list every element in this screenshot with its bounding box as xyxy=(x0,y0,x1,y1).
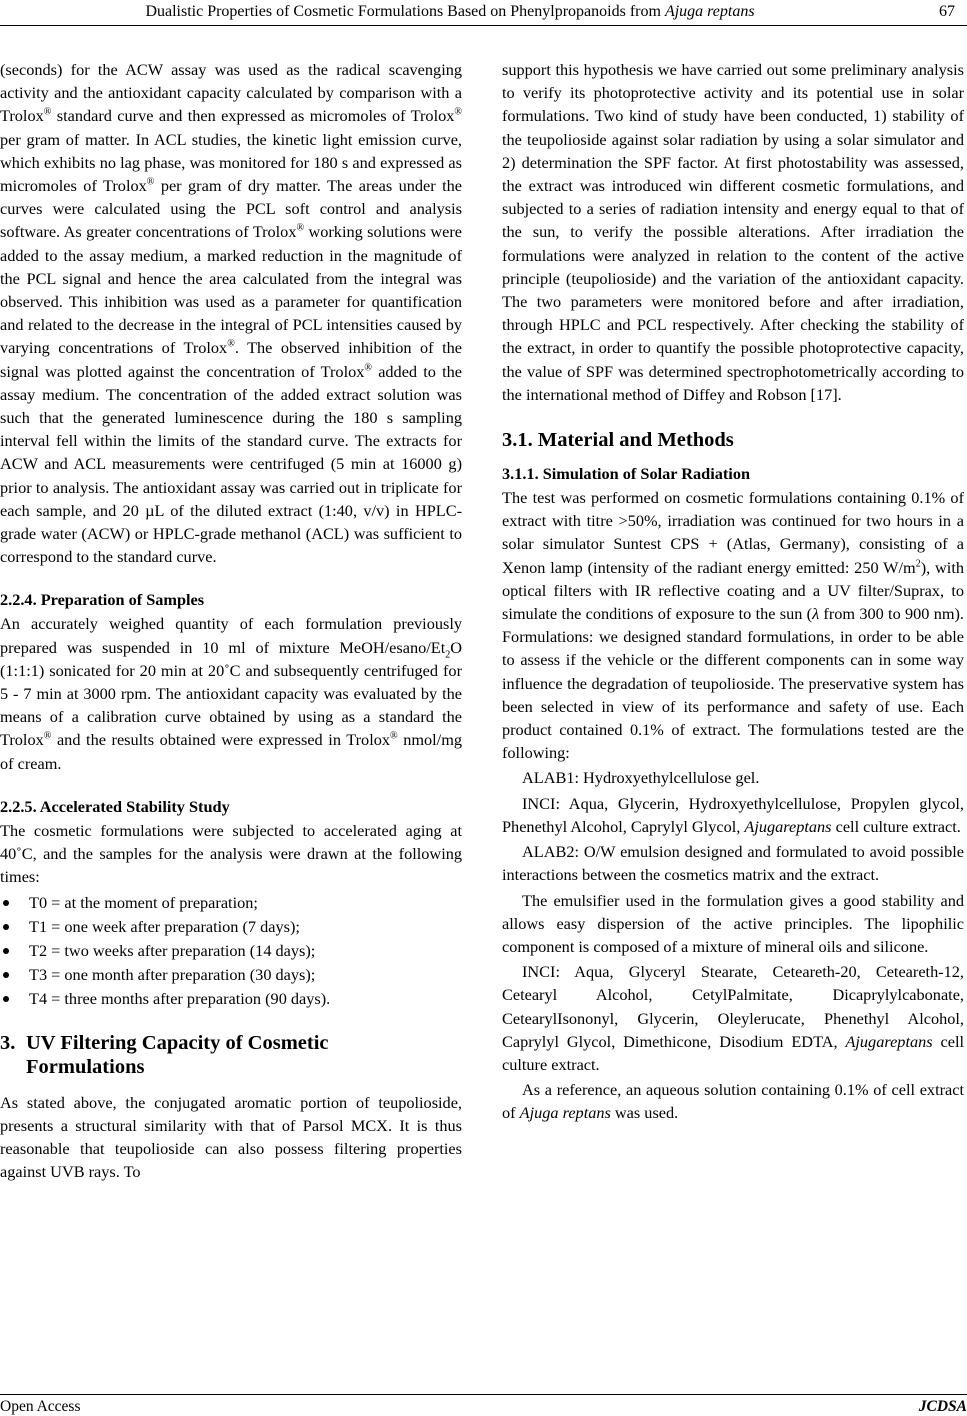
heading-2-2-4: 2.2.4. Preparation of Samples xyxy=(0,590,205,610)
registered-mark: ® xyxy=(296,223,305,234)
text: O (1:1:1) sonicated for 20 min at 20˚C and subsequently centrifuged for 5 - 7 min at 3000 rpm. The antioxidant capacity was evaluated by the means of a calibration curve obtained by using as a standard the Trolox xyxy=(0,637,462,750)
species-name: Ajugareptans xyxy=(744,816,832,836)
text: added to the assay medium. The concentration of the added extract solution was such that the generated luminescence during the 180 s sampling interval fell within the limits of the standard curve. The extracts for ACW and ACL measurements were centrifuged (5 min at 16000 g) prior to analysis. The antioxidant assay was carried out in triplicate for each sample, and 20 µL of the diluted extract (1:40, v/v) in HPLC-grade water (ACW) or HPLC-grade methanol (ACL) was sufficient to correspond to the standard curve. xyxy=(0,361,463,567)
heading-section-3 xyxy=(0,1031,462,1079)
paragraph-reference xyxy=(502,1078,964,1124)
text: T2 = two weeks after preparation (14 days); xyxy=(29,940,316,960)
list-item xyxy=(0,891,462,915)
paragraph-uv-intro: As stated above, the conjugated aromatic portion of teupolioside, presents a structural similarity with that of Parsol MCX. It is thus reasonable that teupolioside can also possess filtering properties against UVB rays. To xyxy=(0,1092,462,1182)
text: nmol/mg of cream. xyxy=(0,730,462,773)
registered-mark: ® xyxy=(390,731,398,743)
species-name: Ajugareptans xyxy=(845,1031,933,1051)
text: An accurately weighed quantity of each formulation previously prepared was suspended in 10 ml of mixture MeOH/esano/Et xyxy=(0,614,462,657)
heading-2-2-5: 2.2.5. Accelerated Stability Study xyxy=(0,796,230,816)
registered-mark: ® xyxy=(43,731,52,743)
times-list xyxy=(0,891,462,1011)
header-rule xyxy=(0,25,967,26)
bullet-icon xyxy=(3,924,9,930)
text: and the results obtained were expressed in Trolox xyxy=(51,730,390,750)
subscript: 2 xyxy=(445,648,451,660)
paragraph-alab2: ALAB2: O/W emulsion designed and formulated to avoid possible interactions between the cosmetics matrix and the extract. xyxy=(502,842,964,885)
paragraph-stability: The cosmetic formulations were subjected to accelerated aging at 40˚C, and the samples for the analysis were drawn at the following times: xyxy=(0,820,462,887)
text: per gram of matter. In ACL studies, the kinetic light emission curve, which exhibits no lag phase, was monitored for 180 s and expressed as micromoles of Trolox xyxy=(0,129,462,196)
text: standard curve and then expressed as micromoles of Trolox xyxy=(51,106,455,126)
text: INCI: Aqua, Glycerin, Hydroxyethylcellulose, Propylen glycol, Phenethyl Alcohol, Caprylyl Glycol, xyxy=(502,793,964,836)
text: cell culture extract. xyxy=(502,1031,964,1074)
right-column xyxy=(502,58,964,1125)
text: T0 = at the moment of preparation; xyxy=(29,892,258,912)
running-title xyxy=(0,0,900,24)
text: As a reference, an aqueous solution containing 0.1% of cell extract of xyxy=(502,1080,964,1123)
text: cell culture extract. xyxy=(831,816,961,836)
section-title-line2: Formulations xyxy=(26,1055,145,1078)
text: INCI: Aqua, Glyceryl Stearate, Ceteareth-20, Ceteareth-12, Cetearyl Alcohol, CetylPalmitate, Dicaprylylcabonate, CetearylIsononyl, Glycerin, Oleylerucate, Phenethyl Alcohol, Caprylyl Glycol, Dimethicone, Disodium EDTA, xyxy=(502,962,964,1051)
section-number: 3. xyxy=(0,1031,16,1054)
text: per gram of dry matter. The areas under the curves were calculated using the PCL soft control and analysis software. As greater concentrations of Trolox xyxy=(0,176,463,242)
bullet-icon xyxy=(3,972,9,978)
registered-mark: ® xyxy=(43,106,52,118)
text: was used. xyxy=(610,1103,679,1123)
left-column xyxy=(0,58,462,1183)
bullet-icon xyxy=(3,996,9,1002)
text: working solutions were added to the assay medium, a marked reduction in the magnitude of the PCL signal and hence the area calculated from the integral was observed. This inhibition was used as a parameter for quantification and related to the decrease in the integral of PCL intensities caused by varying concentrations of Trolox xyxy=(0,222,462,358)
text: ), with optical filters with IR reflective coating and a UV filter/Suprax, to simulate the conditions of exposure to the sun ( xyxy=(502,557,964,624)
heading-3-1-1: 3.1.1. Simulation of Solar Radiation xyxy=(502,464,751,484)
paragraph-alab1: ALAB1: Hydroxyethylcellulose gel. xyxy=(522,768,760,788)
footer-open-access: Open Access xyxy=(0,1398,81,1415)
lambda-symbol: λ xyxy=(812,604,820,624)
registered-mark: ® xyxy=(454,106,462,118)
registered-mark: ® xyxy=(227,339,235,351)
bullet-icon xyxy=(3,900,9,906)
text: (seconds) for the ACW assay was used as the radical scavenging activity and the antioxidant capacity calculated by comparison with a Trolox xyxy=(0,60,462,126)
species-name: Ajuga reptans xyxy=(519,1103,611,1123)
list-item xyxy=(0,939,462,963)
list-item xyxy=(0,987,462,1011)
text: from 300 to 900 nm). Formulations: we designed standard formulations, in order to be able to assess if the vehicle or the different components can in some way influence the degradation of teupolioside. The preservative system has been selected in view of its performance and safety of use. Each product contained 0.1% of extract. The formulations tested are the following: xyxy=(502,604,964,763)
paragraph-inci1 xyxy=(502,792,964,838)
heading-3-1: 3.1. Material and Methods xyxy=(502,429,734,452)
paragraph-hypothesis: support this hypothesis we have carried out some preliminary analysis to verify its photoprotective activity and its potential use in solar formulations. Two kind of study have been conducted, 1) stability of the teupolioside against solar radiation by using a solar simulator and 2) determination the SPF factor. At first photostability was assessed, the extract was introduced win different cosmetic formulations, and subjected to a series of radiation intensity and energy equal to that of the sun, to verify the possible alterations. After irradiation the formulations were analyzed in relation to the content of the active principle (teupolioside) and the variation of the antioxidant capacity. The two parameters were monitored before and after irradiation, through HPLC and PCL respectively. After checking the stability of the extract, in order to quantify the possible photoprotective capacity, the value of SPF was determined spectrophotometrically according to the international method of Diffey and Robson [17]. xyxy=(502,60,964,404)
page-number: 67 xyxy=(939,3,955,20)
footer-rule xyxy=(0,1394,967,1395)
superscript: 2 xyxy=(915,558,921,570)
running-title-species: Ajuga reptans xyxy=(664,3,755,20)
paragraph-inci2 xyxy=(502,960,964,1076)
section-title-line1: UV Filtering Capacity of Cosmetic xyxy=(26,1031,329,1054)
running-header xyxy=(0,0,967,26)
paragraph-emulsifier: The emulsifier used in the formulation gives a good stability and allows easy dispersion of the active principles. The lipophilic component is composed of a mixture of mineral oils and silicone. xyxy=(502,890,964,956)
list-item xyxy=(0,915,462,939)
text: T1 = one week after preparation (7 days); xyxy=(29,916,300,936)
running-title-text: Dualistic Properties of Cosmetic Formulations Based on Phenylpropanoids from xyxy=(145,3,665,20)
text: The test was performed on cosmetic formulations containing 0.1% of extract with titre >50%, irradiation was continued for two hours in a solar simulator Suntest CPS + (Atlas, Germany), consisting of a Xenon lamp (intensity of the radiant energy emitted: 250 W/m xyxy=(502,488,964,577)
paragraph-preparation xyxy=(0,612,462,774)
registered-mark: ® xyxy=(146,176,155,188)
paragraph-simulation xyxy=(502,486,964,764)
bullet-icon xyxy=(3,948,9,954)
text: T3 = one month after preparation (30 days); xyxy=(29,964,316,984)
list-item xyxy=(0,963,462,987)
registered-mark: ® xyxy=(364,362,372,374)
footer-journal: JCDSA xyxy=(918,1398,967,1415)
text: . The observed inhibition of the signal was plotted against the concentration of Trolox xyxy=(0,338,462,381)
paragraph-acw-acl xyxy=(0,58,462,568)
text: T4 = three months after preparation (90 days). xyxy=(29,988,331,1008)
page-footer xyxy=(0,1394,967,1416)
